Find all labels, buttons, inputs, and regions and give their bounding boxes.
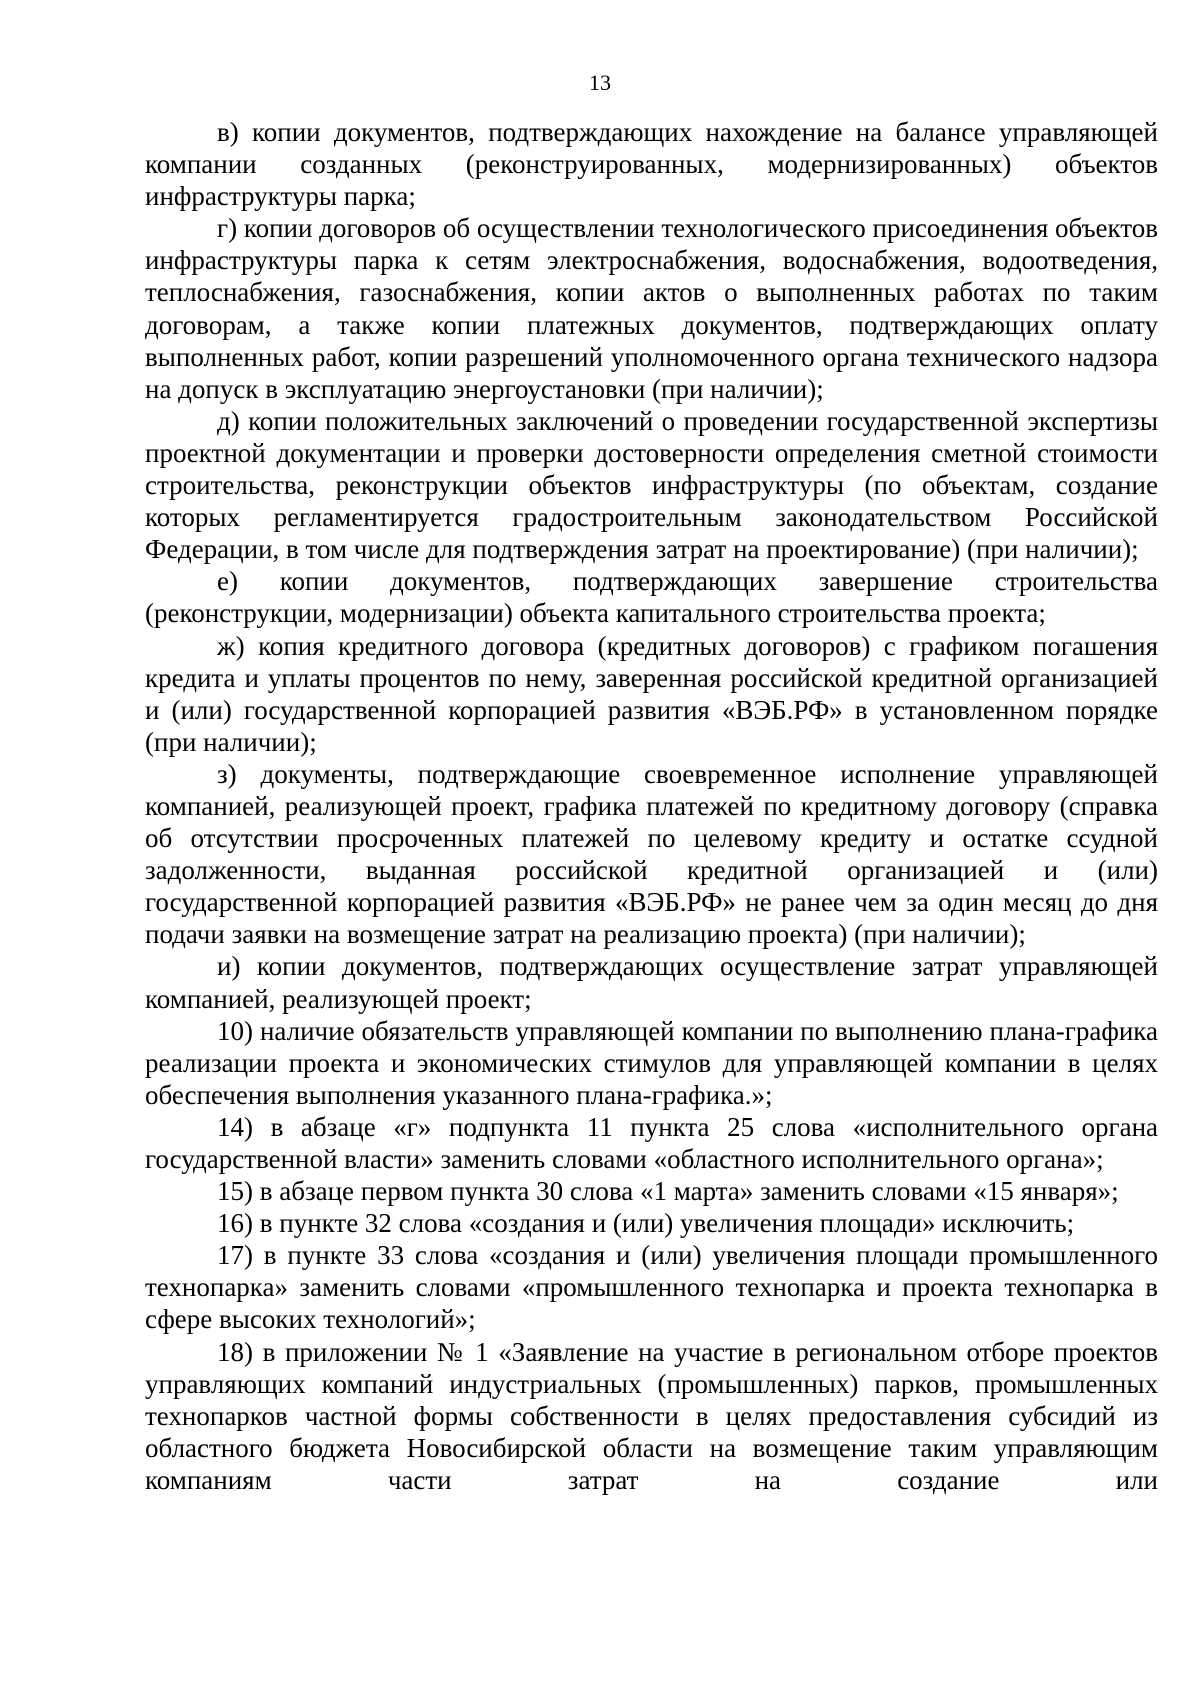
paragraph-z: з) документы, подтверждающие своевременное исполнение управляющей компанией, реализующей проект, графика платежей по кредитному договору (справка об отсутствии просроченных платежей по целевому кредиту и остатке ссудной задолженности, выданная российской кредитной организацией и (или) государственной корпорацией развития «ВЭБ.РФ» не ранее чем за один месяц до дня подачи заявки на возмещение затрат на реализацию проекта) (при наличии); [145, 758, 1158, 950]
document-body [145, 116, 1158, 1496]
paragraph-zh: ж) копия кредитного договора (кредитных договоров) с графиком погашения кредита и уплаты процентов по нему, заверенная российской кредитной организацией и (или) государственной корпорацией развития «ВЭБ.РФ» в установленном порядке (при наличии); [145, 630, 1158, 757]
paragraph-e: е) копии документов, подтверждающих завершение строительства (реконструкции, модернизации) объекта капитального строительства проекта; [145, 566, 1158, 629]
paragraph-16: 16) в пункте 32 слова «создания и (или) увеличения площади» исключить; [217, 1208, 1075, 1239]
paragraph-17: 17) в пункте 33 слова «создания и (или) увеличения площади промышленного технопарка» заменить словами «промышленного технопарка и проекта технопарка в сфере высоких технологий»; [145, 1240, 1158, 1335]
paragraph-d: д) копии положительных заключений о проведении государственной экспертизы проектной документации и проверки достоверности определения сметной стоимости строительства, реконструкции объектов инфраструктуры (по объектам, создание которых регламентируется градостроительным законодательством Российской Федерации, в том числе для подтверждения затрат на проектирование) (при наличии); [145, 405, 1158, 565]
paragraph-v: в) копии документов, подтверждающих нахождение на балансе управляющей компании созданных (реконструированных, модернизированных) объектов инфраструктуры парка; [145, 117, 1158, 212]
paragraph-18: 18) в приложении № 1 «Заявление на участие в региональном отборе проектов управляющих компаний индустриальных (промышленных) парков, промышленных технопарков частной формы собственности в целях предоставления субсидий из областного бюджета Новосибирской области на возмещение таким управляющим компаниям части затрат на создание или [145, 1336, 1158, 1495]
paragraph-g: г) копии договоров об осуществлении технологического присоединения объектов инфраструктуры парка к сетям электроснабжения, водоснабжения, водоотведения, теплоснабжения, газоснабжения, копии актов о выполненных работах по таким договорам, а также копии платежных документов, подтверждающих оплату выполненных работ, копии разрешений уполномоченного органа технического надзора на допуск в эксплуатацию энергоустановки (при наличии); [145, 213, 1158, 404]
paragraph-15: 15) в абзаце первом пункта 30 слова «1 марта» заменить словами «15 января»; [217, 1176, 1119, 1207]
paragraph-14: 14) в абзаце «г» подпункта 11 пункта 25 слова «исполнительного органа государственной власти» заменить словами «областного исполнительного органа»; [145, 1111, 1158, 1174]
page-number: 13 [589, 70, 611, 95]
paragraph-i: и) копии документов, подтверждающих осуществление затрат управляющей компанией, реализующей проект; [145, 951, 1158, 1014]
paragraph-10: 10) наличие обязательств управляющей компании по выполнению плана-графика реализации проекта и экономических стимулов для управляющей компании в целях обеспечения выполнения указанного плана-графика.»; [145, 1015, 1158, 1110]
